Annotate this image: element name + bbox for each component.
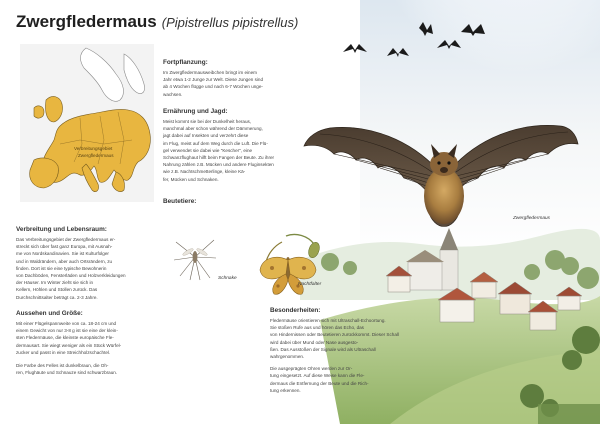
section-heading: Aussehen und Größe:: [16, 310, 83, 317]
crane-fly-illustration: [170, 232, 220, 282]
flying-bat-3: [419, 22, 433, 36]
section-aussehen: [16, 310, 156, 376]
crane-fly-label: Schnake: [218, 276, 237, 281]
distribution-map: [20, 44, 154, 202]
section-body: Fledermäuse orientieren sich mit Ultraschall-Echoortung. Sie stoßen Rufe aus und hören das Echo, das von Hindernissen oder Beutetieren zurückkommt. Dieser Schall wird dabei über Mund oder Nase ausgesto- ßen. Das Ausstoßen der Signale wird als Ultraschall wahrgenommen. Die ausgeprägten Ohren werden zur Or- tung eingesetzt. Auf diese Weise kann die Fle- dermaus die Entfernung der Beute und die Rich- tung erkennen.: [270, 318, 399, 393]
page-title: [16, 12, 298, 32]
flying-bats-silhouettes: [335, 18, 525, 78]
section-ernaehrung: [163, 108, 303, 183]
section-besonderheiten: [270, 307, 420, 394]
section-beutetiere-heading: Beutetiere:: [163, 198, 197, 205]
title-common-name: Zwergfledermaus: [16, 12, 157, 31]
section-heading: Fortpflanzung:: [163, 59, 208, 66]
section-heading: Besonderheiten:: [270, 307, 321, 314]
section-heading: Ernährung und Jagd:: [163, 108, 228, 115]
bat-illustration: [300, 100, 580, 250]
section-fortpflanzung: [163, 59, 303, 98]
section-body: Im Zwergfledermausweibchen bringt im einem Jahr etwa 1-2 Junge zur Welt. Diese Jungen sind ab 4 Wochen flügge und nach 6-7 Wochen unge- wachsen.: [163, 70, 264, 97]
bat-label: Zwergfledermaus: [513, 216, 551, 221]
map-label-line2: Zwergfledermaus: [78, 153, 114, 158]
flying-bat-1: [343, 44, 367, 53]
title-scientific-name: (Pipistrellus pipistrellus): [161, 15, 299, 30]
section-verbreitung: [16, 226, 156, 301]
flying-bat-4: [437, 40, 461, 49]
section-body: Meist kommt sie bei der Dunkelheit heraus, manchmal aber schon während der Dämmerung, jagt dabei auf Insekten und verzehrt diese im Flug, meist auf dem Weg durch die Luft. Die Flü- gel verwendet sie dabei wie "Kescher", eine Schwanzflughaut hilft beim Fangen der Beute. Zu ihrer Nahrung zählen z.B. Mücken und andere Fluginsekten wie z.B. Nachtschmetterlinge, kleine Kä- fer, Mücken und Schnaken.: [163, 119, 275, 182]
section-body: Das Verbreitungsgebiet der Zwergfledermaus er- streckt sich über fast ganz Europa, mit Ausnah- me von Nordskandinavien. Sie ist Kulturfolger und in Waldrändern, aber auch Ortsrändern, zu finden. Dort ist sie eine typische Bewohnerin von Dachböden, Fensterläden und Holzverkleidungen der Häuser. Im Winter zieht sie sich in Kellern, Höhlen und Stollen zurück. Das Durchschnittsalter beträgt ca. 2-3 Jahre.: [16, 237, 126, 300]
section-heading: Verbreitung und Lebensraum:: [16, 226, 107, 233]
moth-label: Nachtfalter: [298, 282, 322, 287]
flying-bat-5: [461, 24, 485, 36]
flying-bat-2: [387, 48, 409, 57]
map-label-line1: Verbreitungsgebiet: [74, 146, 113, 151]
section-body: Mit einer Flügelspannweite von ca. 18-24 cm und einem Gewicht von nur 3-8 g ist sie eine der klein- sten Fledermäuse, die kleinste europäische Fle- dermausart. Sie wiegt weniger als ein Stück Würfel- zucker und passt in eine Streichholzschachtel. Die Farbe des Felles ist dunkelbraun, die Oh- ren, Flughäute und Schnauze sind schwarzbraun.: [16, 321, 122, 376]
moth-illustration: [252, 228, 324, 298]
